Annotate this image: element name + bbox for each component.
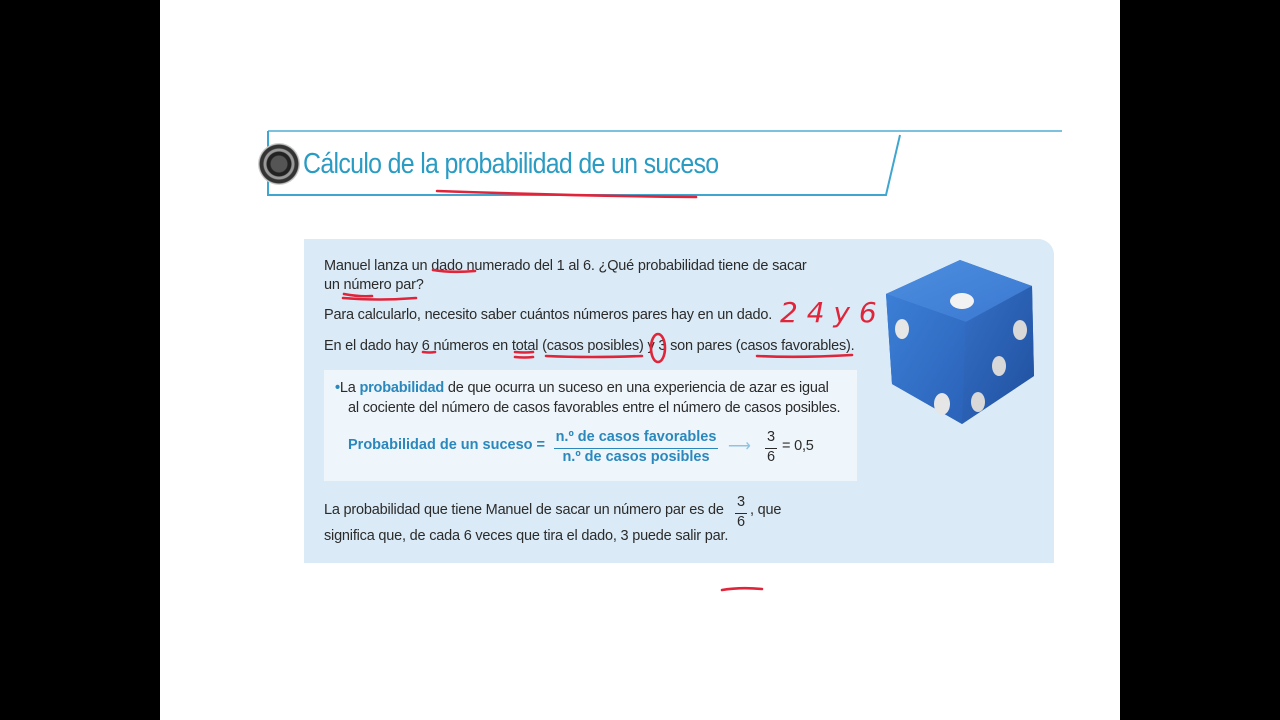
formula-denominator: n.º de casos posibles xyxy=(562,449,710,465)
problem-line-2: un número par? xyxy=(324,277,424,293)
section-title: Cálculo de la probabilidad de un suceso xyxy=(303,148,719,180)
handwritten-note: 2 4 y 6 xyxy=(780,296,877,329)
formula-label: Probabilidad de un suceso = xyxy=(348,437,546,453)
handwritten-annotations xyxy=(160,0,1120,720)
result-value: = 0,5 xyxy=(782,438,814,454)
conclusion-line-1-post: , que xyxy=(750,502,782,518)
definition-keyword: probabilidad xyxy=(359,380,445,396)
problem-line-3: Para calcularlo, necesito saber cuántos números pares hay en un dado. xyxy=(324,307,773,323)
conclusion-line-2: significa que, de cada 6 veces que tira el dado, 3 puede salir par. xyxy=(324,528,729,544)
bullet: • xyxy=(335,380,340,396)
underline-numero xyxy=(344,294,372,296)
underline-title xyxy=(437,191,696,197)
stray-mark xyxy=(722,588,762,590)
underline-6 xyxy=(423,352,435,353)
arrow-icon: ⟶ xyxy=(728,438,751,455)
conclusion-line-1-pre: La probabilidad que tiene Manuel de sacar un número par es de xyxy=(324,502,724,518)
underline-numero-par xyxy=(343,298,416,300)
problem-line-4: En el dado hay 6 números en total (casos posibles) y 3 son pares (casos favorables). xyxy=(324,338,855,354)
formula-numerator: n.º de casos favorables xyxy=(555,429,717,445)
definition-line-2: al cociente del número de casos favorables entre el número de casos posibles. xyxy=(348,400,841,416)
result-numerator: 3 xyxy=(766,429,776,445)
definition-post: de que ocurra un suceso en una experiencia de azar es igual xyxy=(444,380,829,396)
underline-total xyxy=(515,352,533,358)
underline-dado xyxy=(433,270,475,272)
result-denominator: 6 xyxy=(766,449,776,465)
conclusion-frac-num: 3 xyxy=(736,494,746,510)
document-page xyxy=(160,0,1120,720)
problem-line-1: Manuel lanza un dado numerado del 1 al 6. ¿Qué probabilidad tiene de sacar xyxy=(324,258,807,274)
definition-pre: La xyxy=(339,380,360,396)
underline-casos-posibles xyxy=(546,356,642,357)
conclusion-frac-den: 6 xyxy=(736,514,746,530)
underline-casos-favorables xyxy=(757,355,852,357)
circle-3 xyxy=(651,334,665,362)
